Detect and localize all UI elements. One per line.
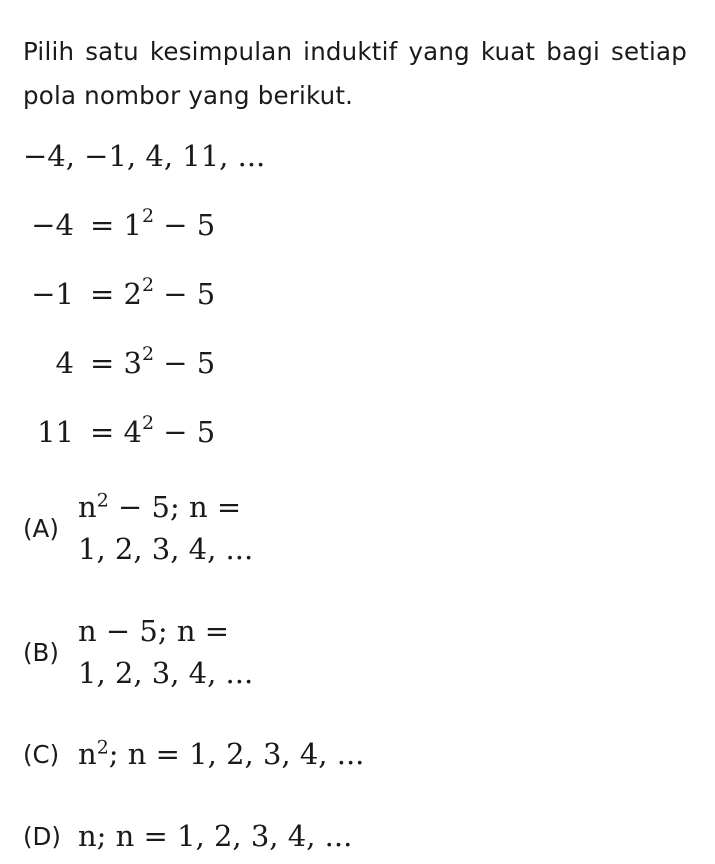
equation-row [23, 412, 216, 449]
option-d-answer: n; n = 1, 2, 3, 4, ... [78, 819, 353, 853]
option-b-answer: n − 5; n = 1, 2, 3, 4, ... [78, 614, 254, 690]
equation-rhs: = $2^2 - 5$ [90, 274, 216, 311]
option-c-label: (C) [23, 739, 60, 769]
question-text: Pilih satu kesimpulan induktif yang kuat bagi setiap pola nombor yang berikut. [23, 37, 687, 110]
equation-row [23, 205, 216, 242]
equation-rhs: = $1^2 - 5$ [90, 205, 216, 242]
option-b-label: (B) [23, 637, 59, 667]
equation-lhs: 4 [55, 346, 74, 380]
option-d-label: (D) [23, 821, 61, 851]
number-sequence: −4, −1, 4, 11, ... [23, 139, 266, 173]
option-b[interactable] [23, 610, 253, 694]
equation-row [23, 274, 216, 311]
option-a-answer: $n^2 - 5$; n = 1, 2, 3, 4, ... [78, 489, 254, 566]
option-d[interactable] [23, 815, 352, 857]
equation-lhs: −1 [31, 277, 74, 311]
equation-lhs: −4 [31, 208, 74, 242]
equation-lhs: 11 [37, 415, 74, 449]
option-c-answer: $n^2$; n = 1, 2, 3, 4, ... [78, 736, 365, 771]
option-c[interactable] [23, 733, 364, 775]
equation-rhs: = $4^2 - 5$ [90, 412, 216, 449]
equation-rhs: = $3^2 - 5$ [90, 343, 216, 380]
equation-row [23, 343, 216, 380]
option-a-label: (A) [23, 513, 59, 543]
option-a[interactable] [23, 486, 253, 570]
